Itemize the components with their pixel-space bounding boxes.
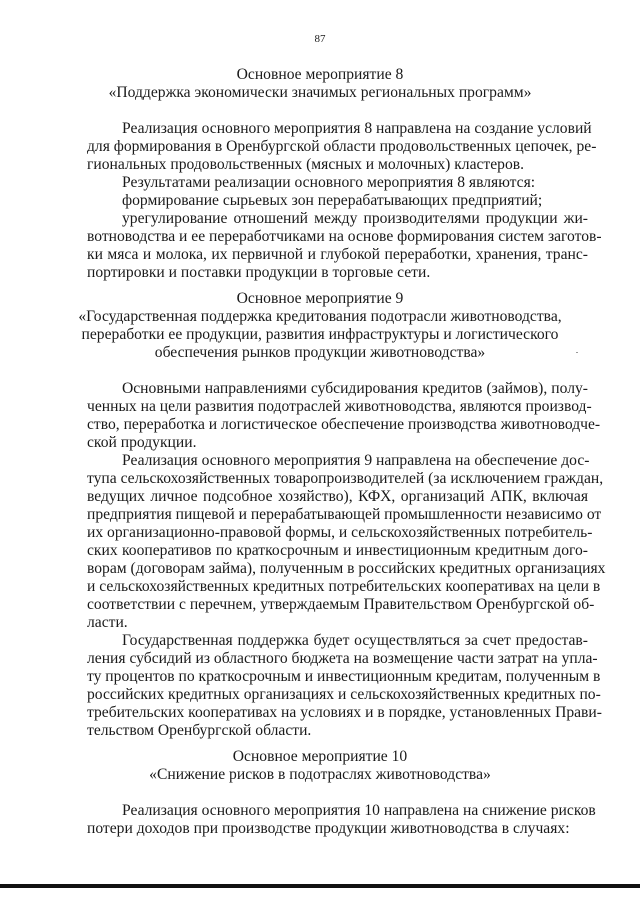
paragraph-line: ченных на цели развития подотраслей животноводства, являются производ- bbox=[87, 398, 592, 415]
paragraph-line: Реализация основного мероприятия 9 направлена на обеспечение дос- bbox=[122, 452, 590, 469]
section-8-heading: Основное мероприятие 8 bbox=[236, 66, 404, 83]
paragraph-line: тельством Оренбургской области. bbox=[87, 722, 312, 739]
section-8-title: «Поддержка экономически значимых региональных программ» bbox=[108, 84, 532, 101]
paragraph-line: Реализация основного мероприятия 8 направлена на создание условий bbox=[122, 120, 592, 137]
paragraph-line: Результатами реализации основного мероприятия 8 являются: bbox=[122, 174, 536, 191]
section-9-heading: Основное мероприятие 9 bbox=[236, 290, 404, 307]
paragraph-line: соответствии с перечнем, утверждаемым Правительством Оренбургской об- bbox=[87, 596, 595, 613]
paragraph-line: гиональных продовольственных (мясных и молочных) кластеров. bbox=[87, 156, 524, 173]
section-10-heading: Основное мероприятие 10 bbox=[232, 748, 408, 765]
section-9-title-line: переработки ее продукции, развития инфраструктуры и логистического bbox=[81, 326, 559, 343]
paragraph-line: предприятия пищевой и перерабатывающей промышленности независимо от bbox=[87, 506, 602, 523]
paragraph-line: и сельскохозяйственных кредитных потребительских кооперативах на цели в bbox=[87, 578, 601, 595]
paragraph-line: урегулирование отношений между производителями продукции жи- bbox=[122, 210, 588, 227]
paragraph-line: ки мяса и молока, их первичной и глубокой переработки, хранения, транс- bbox=[87, 246, 588, 263]
paragraph-line: ских кооперативов по краткосрочным и инвестиционным кредитным дого- bbox=[87, 542, 588, 559]
paragraph-line: тупа сельскохозяйственных товаропроизводителей (за исключением граждан, bbox=[87, 470, 604, 487]
paragraph-line: Основными направлениями субсидирования кредитов (займов), полу- bbox=[122, 380, 588, 397]
paragraph-line: Государственная поддержка будет осуществляться за счет предостав- bbox=[122, 632, 588, 649]
paragraph-line: российских кредитных организациях и сельскохозяйственных кредитных по- bbox=[87, 686, 601, 703]
paragraph-line: формирование сырьевых зон перерабатывающих предприятий; bbox=[122, 192, 543, 209]
paragraph-line: Реализация основного мероприятия 10 направлена на снижение рисков bbox=[122, 802, 596, 819]
paragraph-line: их организационно-правовой формы, и сельскохозяйственных потребитель- bbox=[87, 524, 593, 541]
paragraph-line: ления субсидий из областного бюджета на возмещение части затрат на упла- bbox=[87, 650, 598, 667]
paragraph-line: ворам (договорам займа), полученным в российских кредитных организациях bbox=[87, 560, 606, 577]
paragraph-line: ту процентов по краткосрочным и инвестиционным кредитам, полученным в bbox=[87, 668, 601, 685]
paragraph-line: для формирования в Оренбургской области продовольственных цепочек, ре- bbox=[87, 138, 597, 155]
section-9-title-line: обеспечения рынков продукции животноводства» bbox=[154, 344, 486, 361]
scan-bottom-edge bbox=[0, 884, 640, 888]
paragraph-line: портировки и поставки продукции в торговые сети. bbox=[87, 264, 431, 281]
section-9-title-line: «Государственная поддержка кредитования подотрасли животноводства, bbox=[78, 308, 562, 325]
scan-speck bbox=[576, 352, 578, 353]
section-10-title: «Снижение рисков в подотраслях животноводства» bbox=[149, 766, 491, 783]
paragraph-line: потери доходов при производстве продукции животноводства в случаях: bbox=[87, 820, 570, 837]
paragraph-line: требительских кооперативах на условиях и в порядке, установленных Прави- bbox=[87, 704, 602, 721]
paragraph-line: вотноводства и ее переработчиками на основе формирования систем заготов- bbox=[87, 228, 602, 245]
paragraph-line: ласти. bbox=[87, 614, 128, 631]
paragraph-line: ведущих личное подсобное хозяйство), КФХ, организаций АПК, включая bbox=[87, 488, 588, 505]
paragraph-line: ской продукции. bbox=[87, 434, 197, 451]
paragraph-line: ство, переработка и логистическое обеспечение производства животноводче- bbox=[87, 416, 601, 433]
page-number: 87 bbox=[314, 33, 326, 45]
